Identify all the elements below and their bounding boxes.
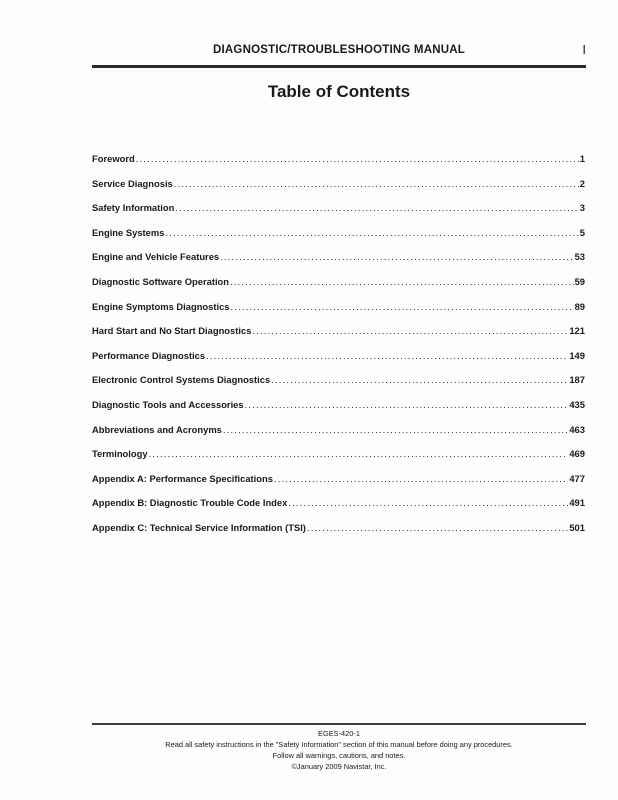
toc-leader-dots xyxy=(230,276,574,287)
toc-entry[interactable] xyxy=(92,251,585,276)
page-footer xyxy=(92,728,586,772)
toc-leader-dots xyxy=(206,350,568,361)
toc-entry-label: Safety Information xyxy=(92,202,175,214)
toc-entry-page: 2 xyxy=(579,177,585,189)
safety-notice: Read all safety instructions in the "Safety Information" section of this manual before doing any procedures. xyxy=(165,740,513,749)
toc-entry[interactable] xyxy=(92,473,585,498)
toc-entry[interactable] xyxy=(92,448,585,473)
toc-entry[interactable] xyxy=(92,153,585,178)
warnings-notice: Follow all warnings, cautions, and notes. xyxy=(272,751,406,760)
toc-entry[interactable] xyxy=(92,202,585,227)
toc-entry[interactable] xyxy=(92,301,585,326)
toc-entry-label: Diagnostic Software Operation xyxy=(92,275,229,287)
toc-entry-page: 435 xyxy=(569,398,585,410)
copyright-notice: ©January 2009 Navistar, Inc. xyxy=(291,762,387,771)
toc-leader-dots xyxy=(307,522,568,533)
toc-entry-label: Terminology xyxy=(92,448,148,460)
toc-entry-label: Abbreviations and Acronyms xyxy=(92,423,222,435)
toc-leader-dots xyxy=(271,374,568,385)
toc-entry-label: Engine Systems xyxy=(92,226,165,238)
toc-entry[interactable] xyxy=(92,497,585,522)
toc-entry-page: 463 xyxy=(569,423,585,435)
toc-leader-dots xyxy=(149,448,569,459)
footer-divider xyxy=(92,723,586,725)
toc-leader-dots xyxy=(136,153,579,164)
toc-entry[interactable] xyxy=(92,276,585,301)
document-number: EGES-420-1 xyxy=(318,729,360,738)
toc-leader-dots xyxy=(165,227,578,238)
toc-entry[interactable] xyxy=(92,350,585,375)
toc-leader-dots xyxy=(231,301,574,312)
toc-entry-page: 59 xyxy=(574,275,585,287)
manual-title: DIAGNOSTIC/TROUBLESHOOTING MANUAL xyxy=(213,44,465,56)
toc-entry[interactable] xyxy=(92,325,585,350)
toc-entry-page: 53 xyxy=(574,251,585,263)
toc-entry-page: 149 xyxy=(569,349,585,361)
toc-entry-page: 3 xyxy=(579,202,585,214)
toc-entry-label: Hard Start and No Start Diagnostics xyxy=(92,325,252,337)
toc-entry-label: Appendix A: Performance Specifications xyxy=(92,472,273,484)
toc-entry-label: Electronic Control Systems Diagnostics xyxy=(92,374,271,386)
toc-leader-dots xyxy=(288,497,568,508)
toc-leader-dots xyxy=(223,424,568,435)
toc-list xyxy=(92,153,585,547)
toc-entry-label: Engine and Vehicle Features xyxy=(92,251,220,263)
toc-entry-label: Foreword xyxy=(92,153,135,164)
toc-entry[interactable] xyxy=(92,522,585,547)
toc-leader-dots xyxy=(220,251,573,262)
toc-entry-page: 477 xyxy=(569,472,585,484)
toc-leader-dots xyxy=(274,473,568,484)
toc-entry[interactable] xyxy=(92,399,585,424)
toc-entry-label: Performance Diagnostics xyxy=(92,349,206,361)
toc-leader-dots xyxy=(175,202,578,213)
toc-entry-page: 469 xyxy=(569,448,585,460)
toc-leader-dots xyxy=(174,178,579,189)
toc-entry-label: Service Diagnosis xyxy=(92,177,173,189)
toc-entry-label: Diagnostic Tools and Accessories xyxy=(92,398,244,410)
toc-entry[interactable] xyxy=(92,424,585,449)
page-header xyxy=(92,42,586,66)
toc-entry[interactable] xyxy=(92,374,585,399)
header-divider xyxy=(92,65,586,68)
page-number-marker: I xyxy=(582,42,586,57)
toc-heading: Table of Contents xyxy=(267,82,411,101)
toc-entry[interactable] xyxy=(92,178,585,203)
toc-leader-dots xyxy=(252,325,568,336)
toc-leader-dots xyxy=(245,399,569,410)
toc-entry-label: Appendix C: Technical Service Information (TSI) xyxy=(92,521,306,533)
toc-entry-page: 491 xyxy=(569,497,585,509)
toc-entry[interactable] xyxy=(92,227,585,252)
toc-entry-page: 187 xyxy=(569,374,585,386)
toc-entry-label: Appendix B: Diagnostic Trouble Code Index xyxy=(92,497,288,509)
toc-entry-page: 5 xyxy=(579,226,585,238)
toc-entry-page: 121 xyxy=(569,325,585,337)
toc-entry-page: 1 xyxy=(579,153,585,164)
toc-entry-label: Engine Symptoms Diagnostics xyxy=(92,300,230,312)
toc-entry-page: 501 xyxy=(569,521,585,533)
toc-entry-page: 89 xyxy=(574,300,585,312)
